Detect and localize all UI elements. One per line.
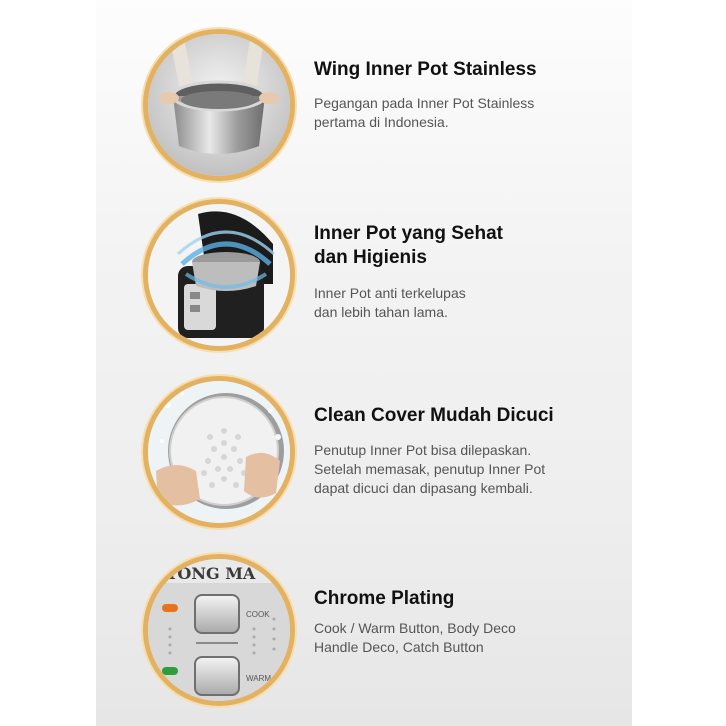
description-line: Setelah memasak, penutup Inner Pot: [314, 461, 546, 477]
cook-label: COOK: [246, 610, 270, 619]
feature-description: [314, 441, 545, 498]
brand-text: YONG MA: [166, 564, 256, 583]
title-line: Clean Cover Mudah Dicuci: [314, 405, 554, 426]
description-line: Pegangan pada Inner Pot Stainless: [314, 95, 535, 111]
description-line: Handle Deco, Catch Button: [314, 639, 484, 655]
feature-title: [314, 404, 554, 428]
description-line: Penutup Inner Pot bisa dilepaskan.: [314, 442, 532, 458]
cook-indicator-light: [162, 604, 178, 612]
feature-description: [314, 619, 516, 657]
description-line: pertama di Indonesia.: [314, 114, 449, 130]
warm-label: WARM: [246, 674, 272, 683]
inner-pot-hands-image: [143, 29, 295, 181]
warm-button: [195, 657, 239, 695]
title-line: Chrome Plating: [314, 588, 455, 609]
feature-description: [314, 284, 466, 322]
cook-button: [195, 595, 239, 633]
description-line: dapat dicuci dan dipasang kembali.: [314, 480, 533, 496]
title-line: Inner Pot yang Sehat: [314, 223, 503, 244]
description-line: Inner Pot anti terkelupas: [314, 285, 466, 301]
description-line: dan lebih tahan lama.: [314, 304, 448, 320]
rice-cooker-image: [143, 199, 295, 351]
feature-description: [314, 94, 534, 132]
title-line: Wing Inner Pot Stainless: [314, 59, 537, 80]
title-line: dan Higienis: [314, 247, 427, 268]
warm-indicator-light: [162, 667, 178, 675]
feature-title: [314, 58, 537, 82]
clean-cover-washing-image: [143, 376, 295, 528]
feature-title: [314, 222, 503, 270]
chrome-control-panel-image: [143, 554, 295, 706]
description-line: Cook / Warm Button, Body Deco: [314, 620, 516, 636]
feature-title: [314, 587, 454, 611]
